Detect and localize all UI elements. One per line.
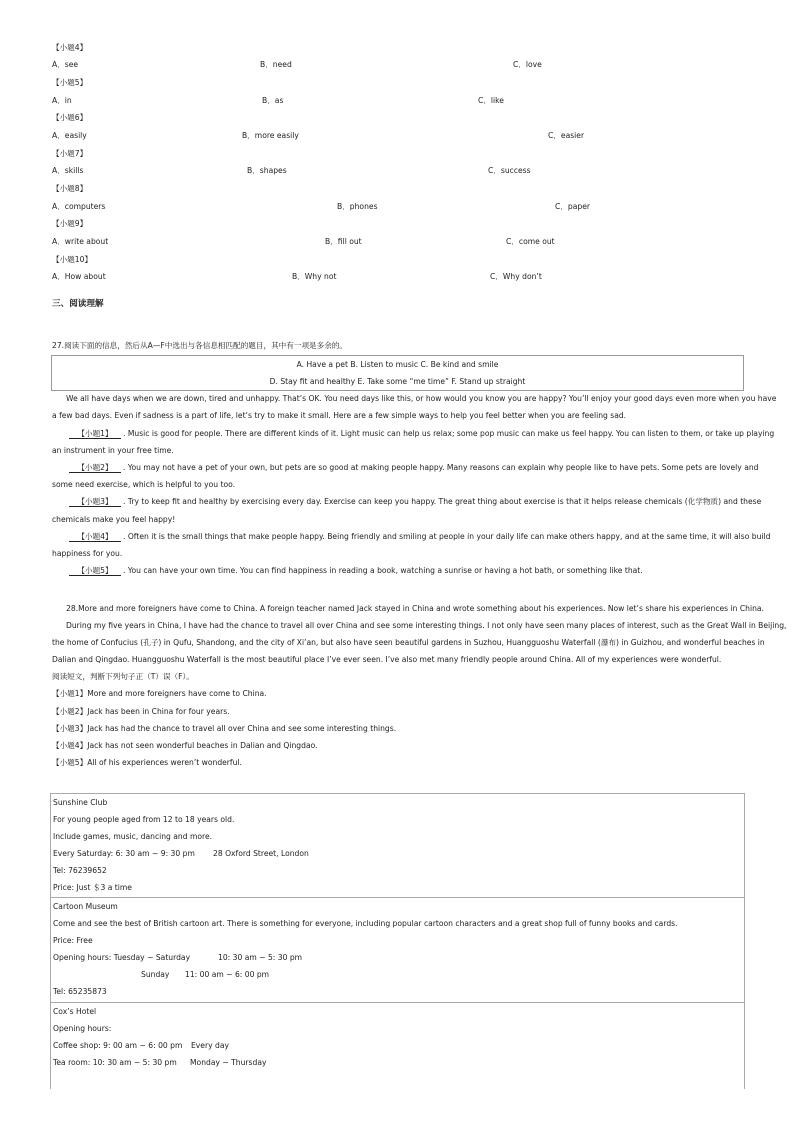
cloze-label-6: 【小题6】 xyxy=(52,113,88,122)
q27-item-5: 【小题5】 . You can have your own time. You can find happiness in reading a book, watching a sunrise or having a hot bath, or something like that. xyxy=(69,567,643,576)
q28-line-2: During my five years in China, I have had the chance to travel all over China and see some interesting things. I not only have seen many places of interest, such as the Great Wall in Beijing, xyxy=(66,621,787,630)
answer-blank-1[interactable]: 【小题1】 xyxy=(69,430,121,439)
cloze-label-5: 【小题5】 xyxy=(52,78,88,87)
hotel-tea-days: Monday ~ Thursday xyxy=(190,1058,267,1067)
museum-hours-sunday: 11: 00 am ~ 6: 00 pm xyxy=(185,970,270,979)
hotel-line-1: Opening hours: xyxy=(53,1024,112,1033)
q27-item-1: 【小题1】 . Music is good for people. There are different kinds of it. Light music can help us relax; some pop music can make us feel happy. You can listen to them, or take up playing xyxy=(69,430,774,439)
cloze-8-option-c: C．paper xyxy=(555,202,590,211)
q28-line-1: 28.More and more foreigners have come to China. A foreign teacher named Jack stayed in China and wrote something about his experiences. Now let’s share his experiences in China. xyxy=(66,604,764,613)
section-title: 三、阅读理解 xyxy=(52,299,104,309)
cloze-label-9: 【小题9】 xyxy=(52,219,88,228)
q27-options-row-1: A. Have a pet B. Listen to music C. Be kind and smile xyxy=(296,360,499,369)
q28-statement-5: 【小题5】All of his experiences weren’t wonderful. xyxy=(52,758,242,767)
q27-item-2: 【小题2】 . You may not have a pet of your own, but pets are so good at making people happy. Many reasons can explain why people like to have pets. Some pets are lovely and xyxy=(69,464,759,473)
hotel-coffee-days: Every day xyxy=(191,1041,229,1050)
q27-item-2-cont: some need exercise, which is helpful to you too. xyxy=(52,480,236,489)
cloze-6-option-a: A．easily xyxy=(52,131,87,140)
cloze-7-option-c: C．success xyxy=(488,166,531,175)
cloze-8-option-b: B．phones xyxy=(337,202,378,211)
museum-line-1: Come and see the best of British cartoon art. There is something for everyone, including popular cartoon characters and a great shop full of funny books and cards. xyxy=(53,919,678,928)
museum-sunday-label: Sunday xyxy=(141,970,170,979)
q28-statement-1: 【小题1】More and more foreigners have come to China. xyxy=(52,689,267,698)
cloze-10-option-b: B．Why not xyxy=(292,272,337,281)
info-table xyxy=(50,793,745,1089)
club-tel: Tel: 76239652 xyxy=(53,866,107,875)
cloze-label-10: 【小题10】 xyxy=(52,255,93,264)
cloze-7-option-b: B．shapes xyxy=(247,166,287,175)
cloze-7-option-a: A．skills xyxy=(52,166,84,175)
table-row-cartoon-museum xyxy=(51,898,744,1003)
q27-item-4-cont: happiness for you. xyxy=(52,549,123,558)
q27-intro-line-2: a few bad days. Even if sadness is a part of life, let’s try to make it small. Here are a few simple ways to help you feel better when you are feeling sad. xyxy=(52,411,627,420)
cloze-10-option-a: A．How about xyxy=(52,272,106,281)
museum-hours-label: Opening hours: Tuesday ~ Saturday xyxy=(53,953,191,962)
table-row-sunshine-club xyxy=(51,794,744,898)
answer-blank-4[interactable]: 【小题4】 xyxy=(69,533,121,542)
q28-instruction: 阅读短文，判断下列句子正（T）误（F）。 xyxy=(52,672,194,681)
q27-instruction: 27.阅读下面的信息，然后从A—F中选出与各信息相匹配的题目，其中有一项是多余的。 xyxy=(52,341,348,350)
answer-blank-2[interactable]: 【小题2】 xyxy=(69,464,121,473)
cloze-label-4: 【小题4】 xyxy=(52,43,88,52)
q28-line-4: Dalian and Qingdao. Huangguoshu Waterfall is the most beautiful place I’ve ever seen. I’ve also met many friendly people around China. All of my experiences were wonderful. xyxy=(52,655,722,664)
club-line-2: Include games, music, dancing and more. xyxy=(53,832,213,841)
q27-item-1-cont: an instrument in your free time. xyxy=(52,446,174,455)
q28-statement-2: 【小题2】Jack has been in China for four years. xyxy=(52,707,230,716)
cloze-4-option-b: B．need xyxy=(260,60,292,69)
q27-item-3: 【小题3】 . Try to keep fit and healthy by exercising every day. Exercise can keep you happy. The great thing about exercise is that it helps release chemicals (化学物质) and these xyxy=(69,498,761,507)
q28-statement-4: 【小题4】Jack has not seen wonderful beaches in Dalian and Qingdao. xyxy=(52,741,318,750)
hotel-coffee: Coffee shop: 9: 00 am ~ 6: 00 pm xyxy=(53,1041,183,1050)
cloze-9-option-b: B．fill out xyxy=(325,237,362,246)
museum-price: Price: Free xyxy=(53,936,93,945)
club-name: Sunshine Club xyxy=(53,798,108,807)
cloze-9-option-c: C．come out xyxy=(506,237,555,246)
q27-item-4: 【小题4】 . Often it is the small things that make people happy. Being friendly and smiling at people in your daily life can make others happy, and at the same time, it will also build xyxy=(69,533,770,542)
answer-blank-3[interactable]: 【小题3】 xyxy=(69,498,121,507)
museum-hours-weekday: 10: 30 am ~ 5: 30 pm xyxy=(218,953,303,962)
cloze-4-option-a: A．see xyxy=(52,60,79,69)
q27-intro-line-1: We all have days when we are down, tired and unhappy. That’s OK. You need days like this, or how would you know you are happy? You’ll enjoy your good days even more when you have xyxy=(66,394,777,403)
answer-blank-5[interactable]: 【小题5】 xyxy=(69,567,121,576)
cloze-5-option-b: B．as xyxy=(262,96,284,105)
cloze-label-8: 【小题8】 xyxy=(52,184,88,193)
club-address: 28 Oxford Street, London xyxy=(213,849,309,858)
cloze-5-option-a: A．in xyxy=(52,96,72,105)
club-price: Price: Just ＄3 a time xyxy=(53,883,132,892)
cloze-10-option-c: C．Why don’t xyxy=(490,272,542,281)
q27-item-3-cont: chemicals make you feel happy! xyxy=(52,515,176,524)
hotel-name: Cox’s Hotel xyxy=(53,1007,97,1016)
cloze-9-option-a: A．write about xyxy=(52,237,109,246)
cloze-6-option-b: B．more easily xyxy=(242,131,299,140)
cloze-8-option-a: A．computers xyxy=(52,202,106,211)
club-line-1: For young people aged from 12 to 18 years old. xyxy=(53,815,235,824)
hotel-tea: Tea room: 10: 30 am ~ 5: 30 pm xyxy=(53,1058,177,1067)
cloze-5-option-c: C．like xyxy=(478,96,504,105)
cloze-4-option-c: C．love xyxy=(513,60,542,69)
q28-line-3: the home of Confucius (孔子) in Qufu, Shandong, and the city of Xi’an, but also have seen beautiful gardens in Suzhou, Huangguoshu Waterfall (瀑布) in Guizhou, and wonderful beaches in xyxy=(52,638,765,647)
museum-name: Cartoon Museum xyxy=(53,902,118,911)
q27-options-row-2: D. Stay fit and healthy E. Take some “me time” F. Stand up straight xyxy=(269,377,526,386)
cloze-label-7: 【小题7】 xyxy=(52,149,88,158)
q28-statement-3: 【小题3】Jack has had the chance to travel all over China and see some interesting things. xyxy=(52,724,397,733)
q27-options-box xyxy=(51,355,744,391)
cloze-6-option-c: C．easier xyxy=(548,131,585,140)
table-row-cox-hotel xyxy=(51,1003,744,1089)
club-time: Every Saturday: 6: 30 am ~ 9: 30 pm xyxy=(53,849,195,858)
museum-tel: Tel: 65235873 xyxy=(53,987,107,996)
